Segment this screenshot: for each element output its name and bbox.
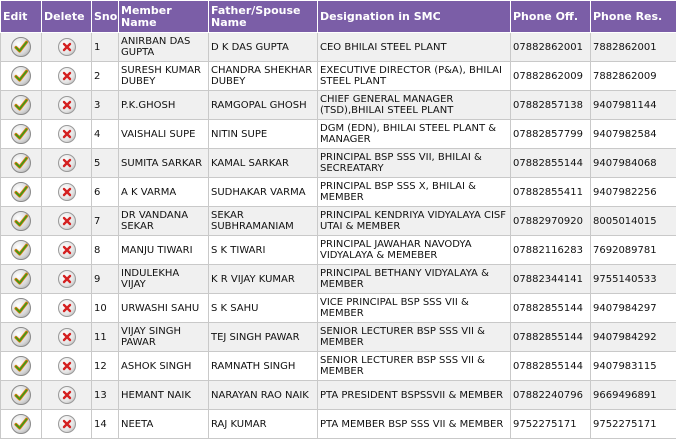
member-name-cell: NEETA	[119, 410, 209, 439]
father-spouse-cell: S K TIWARI	[209, 236, 318, 265]
father-spouse-cell: KAMAL SARKAR	[209, 149, 318, 178]
phone-res-cell: 9407982256	[591, 178, 676, 207]
member-name-cell: VIJAY SINGH PAWAR	[119, 323, 209, 352]
phone-res-cell: 9407984297	[591, 294, 676, 323]
edit-checkmark-icon[interactable]	[11, 182, 31, 202]
phone-res-cell: 9407984292	[591, 323, 676, 352]
member-name-cell: VAISHALI SUPE	[119, 120, 209, 149]
father-spouse-cell: SEKAR SUBHRAMANIAM	[209, 207, 318, 236]
edit-cell	[1, 149, 42, 178]
member-name-cell: INDULEKHA VIJAY	[119, 265, 209, 294]
sno-cell: 8	[92, 236, 119, 265]
delete-x-icon[interactable]	[58, 154, 76, 172]
designation-cell: VICE PRINCIPAL BSP SSS VII & MEMBER	[318, 294, 511, 323]
sno-cell: 9	[92, 265, 119, 294]
delete-cell	[42, 410, 92, 439]
edit-checkmark-icon[interactable]	[11, 356, 31, 376]
delete-cell	[42, 352, 92, 381]
table-row	[1, 294, 676, 323]
delete-cell	[42, 381, 92, 410]
phone-off-cell: 07882855411	[511, 178, 591, 207]
sno-cell: 1	[92, 33, 119, 62]
father-spouse-cell: CHANDRA SHEKHAR DUBEY	[209, 62, 318, 91]
col-phone-res-header: Phone Res.	[591, 1, 676, 33]
delete-x-icon[interactable]	[58, 96, 76, 114]
delete-x-icon[interactable]	[58, 299, 76, 317]
sno-cell: 14	[92, 410, 119, 439]
edit-cell	[1, 323, 42, 352]
table-row	[1, 236, 676, 265]
phone-res-cell: 9669496891	[591, 381, 676, 410]
phone-off-cell: 07882855144	[511, 294, 591, 323]
table-row	[1, 352, 676, 381]
edit-checkmark-icon[interactable]	[11, 37, 31, 57]
edit-checkmark-icon[interactable]	[11, 385, 31, 405]
table-row	[1, 323, 676, 352]
designation-cell: PTA PRESIDENT BSPSSVII & MEMBER	[318, 381, 511, 410]
edit-checkmark-icon[interactable]	[11, 95, 31, 115]
edit-checkmark-icon[interactable]	[11, 211, 31, 231]
edit-cell	[1, 265, 42, 294]
col-sno-header: Sno	[92, 1, 119, 33]
col-member-name-header: Member Name	[119, 1, 209, 33]
phone-res-cell: 7882862001	[591, 33, 676, 62]
delete-cell	[42, 91, 92, 120]
designation-cell: EXECUTIVE DIRECTOR (P&A), BHILAI STEEL PLANT	[318, 62, 511, 91]
table-row	[1, 91, 676, 120]
edit-checkmark-icon[interactable]	[11, 269, 31, 289]
phone-off-cell: 07882344141	[511, 265, 591, 294]
member-name-cell: SUMITA SARKAR	[119, 149, 209, 178]
edit-cell	[1, 207, 42, 236]
table-row	[1, 149, 676, 178]
delete-cell	[42, 120, 92, 149]
sno-cell: 4	[92, 120, 119, 149]
delete-cell	[42, 33, 92, 62]
phone-res-cell: 9407981144	[591, 91, 676, 120]
designation-cell: PRINCIPAL KENDRIYA VIDYALAYA CISF UTAI & MEMBER	[318, 207, 511, 236]
phone-off-cell: 07882855144	[511, 149, 591, 178]
member-name-cell: DR VANDANA SEKAR	[119, 207, 209, 236]
designation-cell: SENIOR LECTURER BSP SSS VII & MEMBER	[318, 352, 511, 381]
delete-x-icon[interactable]	[58, 125, 76, 143]
delete-x-icon[interactable]	[58, 270, 76, 288]
sno-cell: 11	[92, 323, 119, 352]
edit-checkmark-icon[interactable]	[11, 240, 31, 260]
delete-x-icon[interactable]	[58, 415, 76, 433]
member-name-cell: HEMANT NAIK	[119, 381, 209, 410]
table-row	[1, 265, 676, 294]
edit-checkmark-icon[interactable]	[11, 414, 31, 434]
designation-cell: PTA MEMBER BSP SSS VII & MEMBER	[318, 410, 511, 439]
table-row	[1, 33, 676, 62]
father-spouse-cell: RAJ KUMAR	[209, 410, 318, 439]
table-row	[1, 120, 676, 149]
delete-cell	[42, 149, 92, 178]
delete-cell	[42, 265, 92, 294]
phone-off-cell: 9752275171	[511, 410, 591, 439]
designation-cell: CEO BHILAI STEEL PLANT	[318, 33, 511, 62]
member-name-cell: P.K.GHOSH	[119, 91, 209, 120]
delete-x-icon[interactable]	[58, 183, 76, 201]
father-spouse-cell: RAMNATH SINGH	[209, 352, 318, 381]
designation-cell: PRINCIPAL JAWAHAR NAVODYA VIDYALAYA & MEMEBER	[318, 236, 511, 265]
phone-off-cell: 07882116283	[511, 236, 591, 265]
delete-cell	[42, 294, 92, 323]
sno-cell: 7	[92, 207, 119, 236]
edit-cell	[1, 91, 42, 120]
designation-cell: CHIEF GENERAL MANAGER (TSD),BHILAI STEEL PLANT	[318, 91, 511, 120]
edit-checkmark-icon[interactable]	[11, 66, 31, 86]
father-spouse-cell: NARAYAN RAO NAIK	[209, 381, 318, 410]
delete-cell	[42, 62, 92, 91]
edit-cell	[1, 120, 42, 149]
phone-res-cell: 8005014015	[591, 207, 676, 236]
table-row	[1, 381, 676, 410]
phone-res-cell: 9407982584	[591, 120, 676, 149]
delete-x-icon[interactable]	[58, 357, 76, 375]
member-name-cell: A K VARMA	[119, 178, 209, 207]
edit-checkmark-icon[interactable]	[11, 327, 31, 347]
sno-cell: 2	[92, 62, 119, 91]
delete-cell	[42, 236, 92, 265]
phone-res-cell: 9755140533	[591, 265, 676, 294]
sno-cell: 13	[92, 381, 119, 410]
header-row	[1, 1, 676, 33]
member-name-cell: URWASHI SAHU	[119, 294, 209, 323]
designation-cell: SENIOR LECTURER BSP SSS VII & MEMBER	[318, 323, 511, 352]
designation-cell: DGM (EDN), BHILAI STEEL PLANT & MANAGER	[318, 120, 511, 149]
col-edit-header: Edit	[1, 1, 42, 33]
phone-off-cell: 07882857138	[511, 91, 591, 120]
delete-x-icon[interactable]	[58, 328, 76, 346]
phone-off-cell: 07882862009	[511, 62, 591, 91]
designation-cell: PRINCIPAL BETHANY VIDYALAYA & MEMBER	[318, 265, 511, 294]
col-delete-header: Delete	[42, 1, 92, 33]
edit-cell	[1, 410, 42, 439]
edit-checkmark-icon[interactable]	[11, 153, 31, 173]
delete-x-icon[interactable]	[58, 241, 76, 259]
col-designation-header: Designation in SMC	[318, 1, 511, 33]
father-spouse-cell: D K DAS GUPTA	[209, 33, 318, 62]
designation-cell: PRINCIPAL BSP SSS X, BHILAI & MEMBER	[318, 178, 511, 207]
father-spouse-cell: K R VIJAY KUMAR	[209, 265, 318, 294]
father-spouse-cell: SUDHAKAR VARMA	[209, 178, 318, 207]
sno-cell: 10	[92, 294, 119, 323]
phone-off-cell: 07882855144	[511, 352, 591, 381]
phone-off-cell: 07882855144	[511, 323, 591, 352]
table-body	[1, 33, 676, 439]
edit-cell	[1, 62, 42, 91]
father-spouse-cell: RAMGOPAL GHOSH	[209, 91, 318, 120]
sno-cell: 5	[92, 149, 119, 178]
table-row	[1, 62, 676, 91]
delete-x-icon[interactable]	[58, 212, 76, 230]
delete-cell	[42, 207, 92, 236]
phone-res-cell: 9407983115	[591, 352, 676, 381]
phone-off-cell: 07882970920	[511, 207, 591, 236]
phone-res-cell: 9752275171	[591, 410, 676, 439]
member-name-cell: MANJU TIWARI	[119, 236, 209, 265]
phone-res-cell: 7882862009	[591, 62, 676, 91]
phone-off-cell: 07882240796	[511, 381, 591, 410]
father-spouse-cell: NITIN SUPE	[209, 120, 318, 149]
delete-x-icon[interactable]	[58, 67, 76, 85]
edit-cell	[1, 381, 42, 410]
edit-checkmark-icon[interactable]	[11, 124, 31, 144]
sno-cell: 6	[92, 178, 119, 207]
sno-cell: 12	[92, 352, 119, 381]
edit-cell	[1, 236, 42, 265]
edit-checkmark-icon[interactable]	[11, 298, 31, 318]
col-phone-off-header: Phone Off.	[511, 1, 591, 33]
edit-cell	[1, 33, 42, 62]
delete-cell	[42, 178, 92, 207]
table-row	[1, 207, 676, 236]
edit-cell	[1, 178, 42, 207]
member-name-cell: ANIRBAN DAS GUPTA	[119, 33, 209, 62]
member-name-cell: ASHOK SINGH	[119, 352, 209, 381]
delete-cell	[42, 323, 92, 352]
table-row	[1, 178, 676, 207]
table-row	[1, 410, 676, 439]
father-spouse-cell: TEJ SINGH PAWAR	[209, 323, 318, 352]
sno-cell: 3	[92, 91, 119, 120]
edit-cell	[1, 352, 42, 381]
phone-off-cell: 07882857799	[511, 120, 591, 149]
member-name-cell: SURESH KUMAR DUBEY	[119, 62, 209, 91]
phone-res-cell: 7692089781	[591, 236, 676, 265]
designation-cell: PRINCIPAL BSP SSS VII, BHILAI & SECREATARY	[318, 149, 511, 178]
delete-x-icon[interactable]	[58, 38, 76, 56]
father-spouse-cell: S K SAHU	[209, 294, 318, 323]
delete-x-icon[interactable]	[58, 386, 76, 404]
edit-cell	[1, 294, 42, 323]
phone-res-cell: 9407984068	[591, 149, 676, 178]
col-father-spouse-header: Father/Spouse Name	[209, 1, 318, 33]
phone-off-cell: 07882862001	[511, 33, 591, 62]
